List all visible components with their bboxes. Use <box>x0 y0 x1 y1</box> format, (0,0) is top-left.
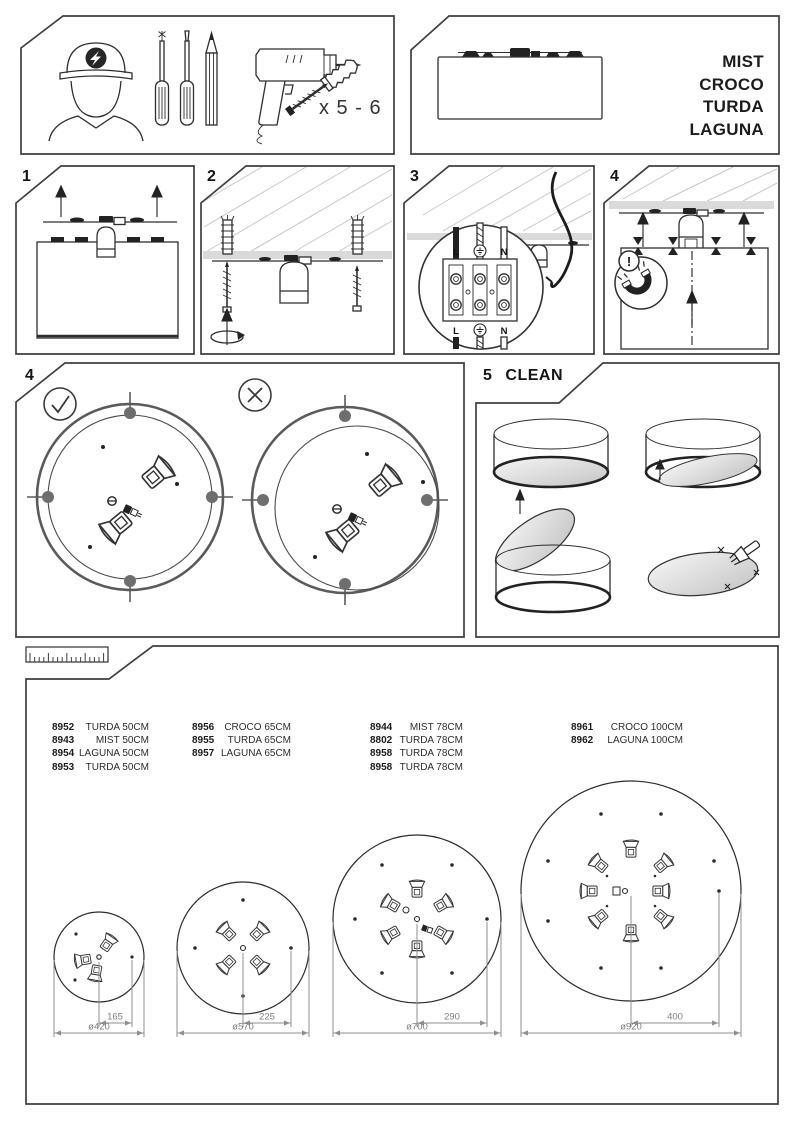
product-name: TURDA 78CM <box>399 748 463 760</box>
product-name: MIST <box>722 52 764 71</box>
exclamation-label: ! <box>626 254 632 269</box>
screw-icon <box>353 265 361 311</box>
products-panel <box>410 15 780 155</box>
up-arrow-icon <box>739 213 749 247</box>
step4-panel <box>603 165 780 355</box>
step2-illustration <box>200 165 395 355</box>
diameter-dimension: ø700 <box>406 1021 428 1033</box>
clean-step-open-start <box>646 419 760 493</box>
product-name: LAGUNA 50CM <box>78 748 149 760</box>
lamp-size-570 <box>177 882 309 1037</box>
wire-label-n: N <box>500 326 508 337</box>
ruler-icon <box>26 647 108 662</box>
step-number: 3 <box>410 168 419 185</box>
step-number: 4 <box>610 168 619 185</box>
lamp-size-700 <box>333 835 501 1037</box>
step3-panel <box>403 165 595 355</box>
wall-plug-icon <box>221 215 234 254</box>
diameter-dimension: ø570 <box>232 1021 254 1033</box>
placement-panel <box>15 362 465 638</box>
correct-placement-drawing <box>27 388 233 602</box>
up-arrow-icon <box>516 490 524 514</box>
codes-column-100cm <box>571 721 683 747</box>
product-code: 8953 <box>52 761 75 773</box>
product-name: CROCO <box>699 74 764 94</box>
wire-label-n: N <box>500 247 508 258</box>
codes-dimensions-panel <box>15 640 780 1105</box>
product-names <box>689 51 764 142</box>
step-number: 5 <box>483 367 493 384</box>
product-name: TURDA 78CM <box>399 735 463 747</box>
step1-panel <box>15 165 195 355</box>
product-code: 8956 <box>192 722 215 733</box>
bulb-socket <box>679 215 703 251</box>
clean-step-closed <box>494 419 608 487</box>
screw-in-rotation-icon <box>211 309 245 345</box>
radius-dimension: 400 <box>667 1011 683 1023</box>
clean-step-wipe <box>646 537 762 600</box>
plug-count-label: x 5 - 6 <box>319 97 382 119</box>
table-row <box>192 734 291 747</box>
bulb-socket <box>280 262 308 303</box>
product-name: MIST 78CM <box>409 722 463 733</box>
step-number: 1 <box>22 168 31 185</box>
product-name: MIST 50CM <box>95 735 149 747</box>
wall-plug-icon <box>351 215 364 254</box>
product-code: 8958 <box>370 748 393 760</box>
product-code: 8954 <box>52 748 75 760</box>
codes-column-65cm <box>192 721 291 761</box>
step-number: 4 <box>25 367 34 384</box>
product-name: TURDA 65CM <box>227 735 291 747</box>
clean-panel <box>475 362 780 638</box>
product-code: 8955 <box>192 735 215 747</box>
product-name: TURDA 50CM <box>85 761 149 773</box>
product-name: LAGUNA 65CM <box>220 748 291 760</box>
table-row <box>52 721 149 734</box>
placement-illustration <box>15 362 465 638</box>
table-row <box>52 747 149 760</box>
radius-dimension: 290 <box>444 1011 460 1023</box>
mains-cable <box>552 172 572 287</box>
codes-column-78cm <box>370 721 463 774</box>
product-name: LAGUNA 100CM <box>607 735 683 747</box>
up-arrow-icon <box>56 186 66 217</box>
tools-illustration <box>20 15 395 155</box>
product-code: 8958 <box>370 761 393 773</box>
table-row <box>571 721 683 734</box>
product-code: 8944 <box>370 722 393 733</box>
wrong-placement-drawing <box>239 379 448 605</box>
screwdrivers-pencil-icon <box>156 31 218 125</box>
wire-label-l: L <box>453 326 459 337</box>
bulb-socket <box>97 227 115 257</box>
electrician-icon <box>49 43 143 141</box>
product-code: 8962 <box>571 735 594 747</box>
table-row <box>370 721 463 734</box>
diameter-dimension: ø420 <box>88 1021 110 1033</box>
dimensions-illustration <box>15 640 780 1105</box>
product-code: 8802 <box>370 735 393 747</box>
clean-heading <box>483 367 563 385</box>
table-row <box>192 721 291 734</box>
table-row <box>370 761 463 774</box>
check-icon <box>44 388 76 420</box>
clean-step-remove-diffuser <box>486 490 610 612</box>
clean-title: CLEAN <box>505 367 564 384</box>
product-code: 8957 <box>192 748 215 760</box>
product-code: 8961 <box>571 722 594 733</box>
screw-icon <box>223 261 231 312</box>
tools-panel <box>20 15 395 155</box>
product-name: TURDA 78CM <box>399 761 463 773</box>
step-number: 2 <box>207 168 216 185</box>
table-row <box>370 747 463 760</box>
product-name: CROCO 65CM <box>224 722 291 733</box>
product-name: LAGUNA <box>689 120 764 140</box>
product-name: CROCO 100CM <box>610 722 683 733</box>
codes-column-50cm <box>52 721 149 774</box>
radius-dimension: 225 <box>259 1011 275 1023</box>
table-row <box>52 761 149 774</box>
terminal-block <box>443 259 517 321</box>
step4-illustration <box>603 165 780 355</box>
product-name: TURDA <box>703 97 764 117</box>
radius-dimension: 165 <box>107 1011 123 1023</box>
clean-illustration <box>475 362 780 638</box>
diameter-dimension: ø920 <box>620 1021 642 1033</box>
step3-illustration <box>403 165 595 355</box>
product-code: 8943 <box>52 735 75 747</box>
step2-panel <box>200 165 395 355</box>
product-code: 8952 <box>52 722 75 733</box>
step1-illustration <box>15 165 195 355</box>
lamp-size-920 <box>521 781 741 1037</box>
table-row <box>571 734 683 747</box>
product-name: TURDA 50CM <box>85 722 149 733</box>
wire-label-l: L <box>453 247 459 258</box>
up-arrow-icon <box>152 186 162 217</box>
table-row <box>370 734 463 747</box>
lamp-size-420 <box>54 912 144 1037</box>
table-row <box>192 747 291 760</box>
table-row <box>52 734 149 747</box>
